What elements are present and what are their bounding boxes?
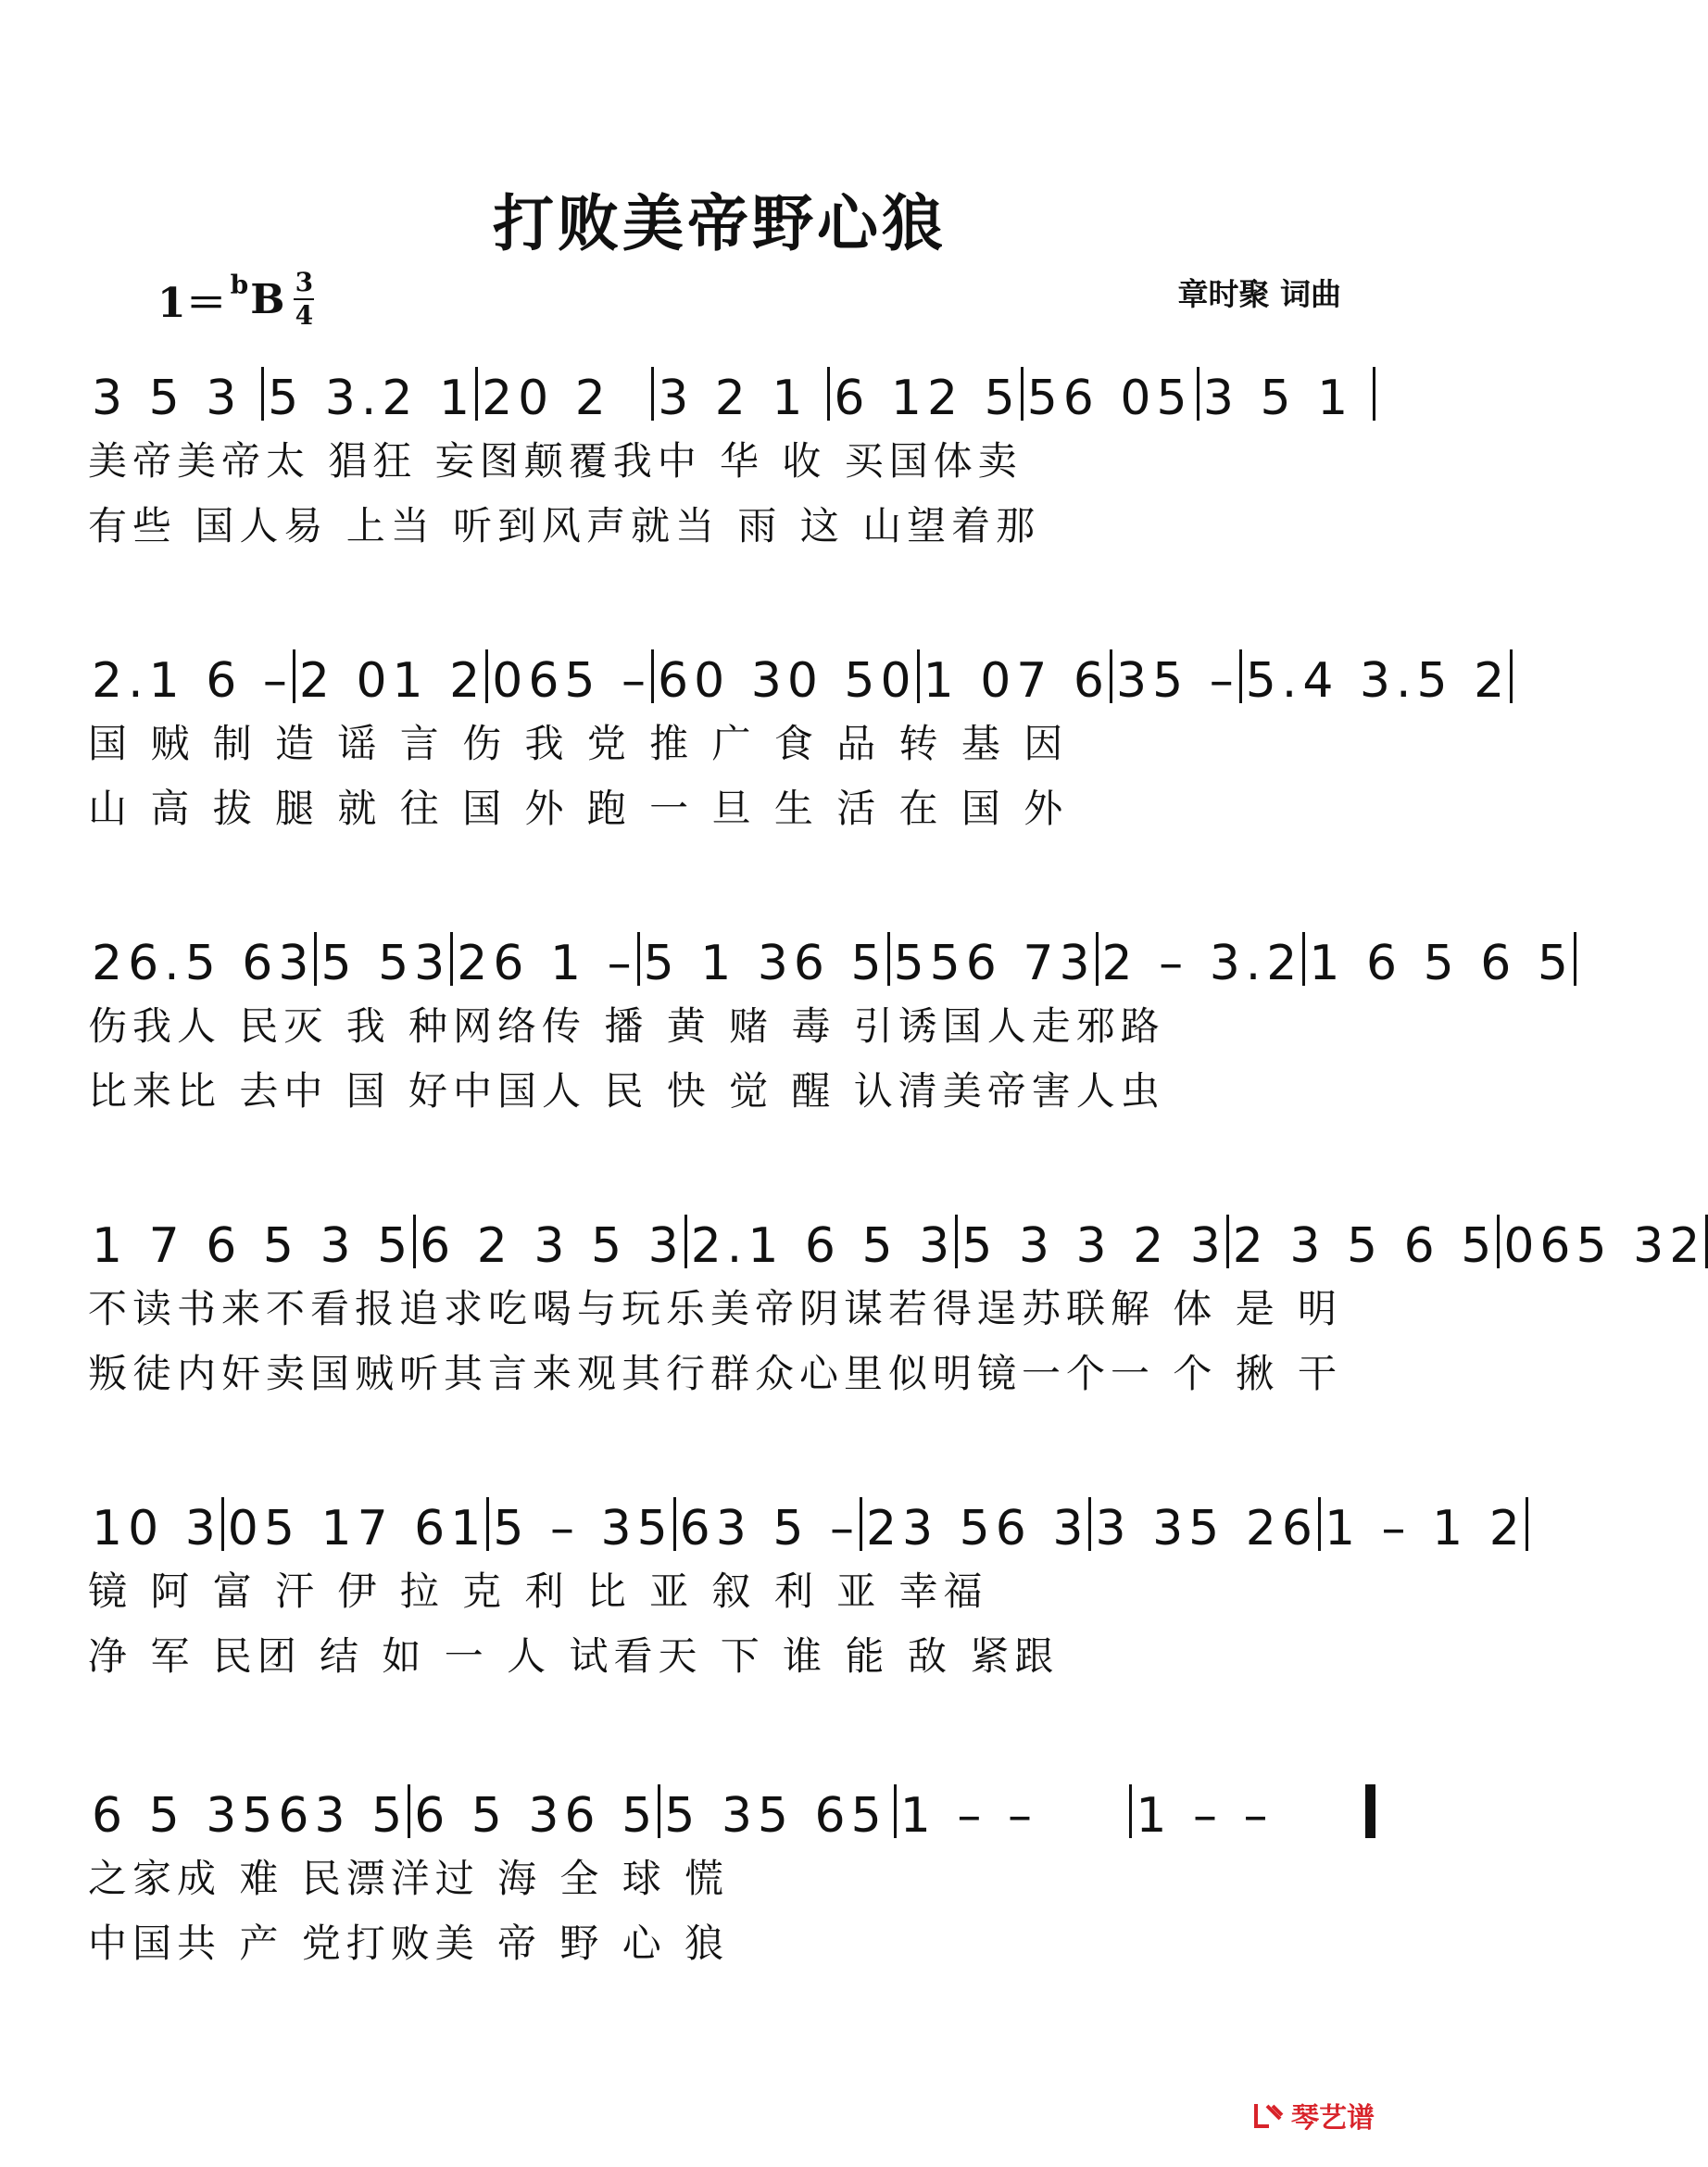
measure: 6 12 5: [834, 371, 1021, 426]
final-barline: [1365, 1784, 1375, 1838]
lyric-line: 山 高 拔 腿 就 往 国 外 跑 一 旦 生 活 在 国 外: [88, 786, 1069, 831]
measure: 1 07 6: [923, 653, 1110, 709]
barline: [1373, 367, 1375, 421]
score-system: [88, 1181, 1706, 1404]
measure: 26 1 –: [457, 936, 637, 991]
measure: 2.1 6 5 3: [690, 1218, 956, 1274]
song-title: 打败美帝野心狼: [493, 187, 947, 259]
key-note: B: [250, 275, 285, 323]
measure: 60 30 50: [658, 653, 917, 709]
lyrics-verse-1: [88, 1844, 1375, 1909]
lyric-line: 镜 阿 富 汗 伊 拉 克 利 比 亚 叙 利 亚 幸福: [88, 1569, 988, 1614]
measure: 1 – –: [899, 1788, 1037, 1844]
time-top: 3: [295, 267, 314, 297]
measure: 10 3: [92, 1501, 221, 1556]
key-prefix: 1＝: [157, 280, 227, 327]
score-system: [88, 334, 1375, 556]
measure: 1 7 6 5 3 5: [92, 1218, 414, 1274]
measure: 556 73: [893, 936, 1096, 991]
site-logo: [1252, 2095, 1375, 2136]
measure: 3 35 26: [1095, 1501, 1318, 1556]
measure: 1 – –: [1136, 1788, 1274, 1844]
barline: [1574, 932, 1576, 986]
lyric-line: 比来比 去中 国 好中国人 民 快 觉 醒 认清美帝害人虫: [88, 1068, 1165, 1114]
measure: 2 01 2: [298, 653, 486, 709]
measure: 05 17 61: [227, 1501, 487, 1556]
author-credit: 章时聚 词曲: [1177, 276, 1341, 312]
measure: 3 5 3: [92, 371, 243, 426]
measure: 35 –: [1116, 653, 1239, 709]
lyrics-verse-1: [88, 991, 1375, 1056]
lyric-line: 之家成 难 民漂洋过 海 全 球 慌: [88, 1856, 730, 1901]
measure: 5 35 65: [664, 1788, 887, 1844]
lyric-line: 美帝美帝太 猖狂 妄图颠覆我中 华 收 买国体卖: [88, 438, 1023, 484]
measure: 065 32: [1503, 1218, 1706, 1274]
notation-row: [88, 1751, 1375, 1844]
measure: 2 3 5 6 5: [1232, 1218, 1498, 1274]
flat-sign: b: [230, 269, 249, 300]
measure: 6 5 36 5: [414, 1788, 659, 1844]
lyrics-verse-2: [88, 1621, 1375, 1686]
measure: 5 53: [320, 936, 451, 991]
notation-row: [88, 334, 1375, 426]
notation-row: [88, 1464, 1526, 1556]
lyric-line: 国 贼 制 造 谣 言 伤 我 党 推 广 食 品 转 基 因: [88, 721, 1069, 766]
lyric-line: 中国共 产 党打败美 帝 野 心 狼: [88, 1921, 730, 1966]
key-signature: [157, 262, 314, 336]
lyric-line: 净 军 民团 结 如 一 人 试看天 下 谁 能 敌 紧跟: [88, 1633, 1060, 1679]
measure: 5.4 3.5 2: [1245, 653, 1511, 709]
time-bottom: 4: [295, 300, 314, 331]
logo-text: 琴艺谱: [1291, 2102, 1375, 2135]
score-system: [88, 899, 1574, 1121]
lyrics-verse-1: [88, 709, 1375, 774]
score-system: [88, 616, 1511, 838]
lyrics-verse-1: [88, 426, 1375, 491]
measure: 065 –: [492, 653, 652, 709]
measure: 2.1 6 –: [92, 653, 293, 709]
notation-row: [88, 616, 1511, 709]
lyric-line: 有些 国人易 上当 听到风声就当 雨 这 山望着那: [88, 503, 1041, 548]
measure: 6 2 3 5 3: [420, 1218, 684, 1274]
lyrics-verse-2: [88, 1339, 1375, 1404]
measure: 63 5 –: [679, 1501, 860, 1556]
measure: 20 2: [482, 371, 611, 426]
measure: 26.5 63: [92, 936, 315, 991]
barline: [1510, 649, 1513, 703]
measure: 1 – 1 2: [1324, 1501, 1526, 1556]
lyric-line: 叛徒内奸卖国贼听其言来观其行群众心里似明镜一个一 个 揪 干: [88, 1351, 1343, 1396]
lyric-line: 伤我人 民灭 我 种网络传 播 黄 赌 毒 引诱国人走邪路: [88, 1003, 1165, 1049]
measure: 56 05: [1026, 371, 1193, 426]
lyrics-verse-2: [88, 774, 1375, 838]
measure: 5 3 3 2 3: [961, 1218, 1226, 1274]
measure: 5 3.2 1: [268, 371, 476, 426]
measure: 5 – 35: [493, 1501, 673, 1556]
measure: 1 6 5 6 5: [1309, 936, 1574, 991]
lyrics-verse-1: [88, 1556, 1375, 1621]
measure: 2 – 3.2: [1101, 936, 1303, 991]
notation-row: [88, 1181, 1706, 1274]
time-signature: [294, 269, 314, 330]
measure: 23 56 3: [865, 1501, 1089, 1556]
lyrics-verse-2: [88, 491, 1375, 556]
notation-row: [88, 899, 1574, 991]
lyrics-verse-1: [88, 1274, 1375, 1339]
lyrics-verse-2: [88, 1056, 1375, 1121]
logo-icon: [1252, 2098, 1286, 2132]
measure: 3 5 1: [1202, 371, 1354, 426]
lyrics-verse-2: [88, 1909, 1375, 1973]
score-system: [88, 1464, 1526, 1686]
score-system: [88, 1751, 1375, 1973]
measure: 5 1 36 5: [643, 936, 887, 991]
lyric-line: 不读书来不看报追求吃喝与玩乐美帝阴谋若得逞苏联解 体 是 明: [88, 1286, 1343, 1331]
barline: [1526, 1497, 1528, 1551]
measure: 3 2 1: [658, 371, 809, 426]
measure: 6 5 3563 5: [92, 1788, 408, 1844]
